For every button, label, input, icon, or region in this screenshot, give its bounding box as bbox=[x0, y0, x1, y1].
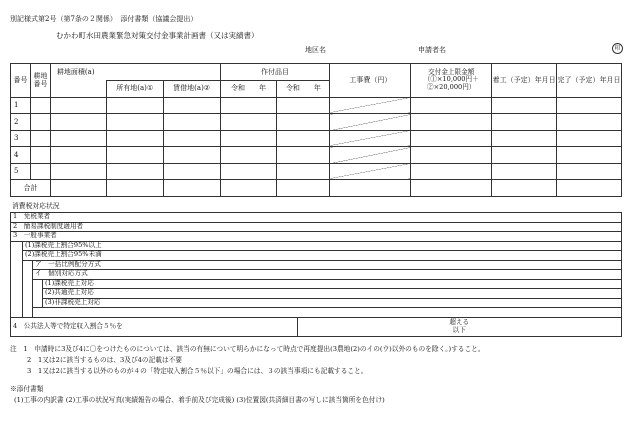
row-cell bbox=[557, 97, 622, 114]
tax-item: (2)共通売上対応 bbox=[42, 289, 621, 299]
row-cell bbox=[557, 163, 622, 180]
row-cell bbox=[50, 147, 106, 164]
cost-cell-diagonal bbox=[330, 114, 411, 131]
attachment-title: ※添付書類 bbox=[10, 385, 44, 393]
total-cell bbox=[163, 180, 220, 197]
cost-cell-diagonal bbox=[330, 130, 411, 147]
plan-table bbox=[10, 63, 622, 197]
row-cell bbox=[492, 97, 557, 114]
tax-item: (1)課税売上対応 bbox=[42, 279, 621, 289]
exceed-option: 超える bbox=[449, 317, 470, 326]
cost-cell-diagonal bbox=[330, 147, 411, 164]
header-crop: 作付品目 bbox=[220, 64, 330, 81]
row-cell bbox=[492, 130, 557, 147]
row-cell bbox=[30, 163, 50, 180]
total-cell bbox=[411, 180, 492, 197]
row-cell bbox=[411, 147, 492, 164]
total-cell bbox=[492, 180, 557, 197]
row-cell bbox=[50, 163, 106, 180]
row-cell bbox=[411, 163, 492, 180]
row-cell bbox=[492, 114, 557, 131]
district-label: 地区名 bbox=[305, 46, 326, 54]
tax-table bbox=[10, 212, 622, 337]
row-cell bbox=[277, 130, 330, 147]
header-cost: 工事費（円） bbox=[330, 64, 411, 98]
header-reiwa-1: 令和 年 bbox=[220, 80, 277, 97]
row-cell bbox=[106, 97, 163, 114]
header-reiwa-2: 令和 年 bbox=[277, 80, 330, 97]
tax-item: (2)課税売上割合95%未満 bbox=[22, 251, 621, 261]
total-cell bbox=[330, 180, 411, 197]
row-cell bbox=[50, 130, 106, 147]
row-number: 2 bbox=[11, 114, 31, 131]
header-leased: 賃借地(a)② bbox=[163, 80, 220, 97]
row-number: 4 bbox=[11, 147, 31, 164]
row-cell bbox=[163, 114, 220, 131]
tax-item: 3 一般事業者 bbox=[11, 232, 622, 242]
row-cell bbox=[163, 97, 220, 114]
row-cell bbox=[106, 114, 163, 131]
total-label: 合計 bbox=[11, 180, 51, 197]
header-finish: 完了（予定）年月日 bbox=[557, 64, 622, 98]
applicant-label: 申請者名 bbox=[418, 46, 446, 54]
cost-cell-diagonal bbox=[330, 97, 411, 114]
row-cell bbox=[220, 114, 277, 131]
row-cell bbox=[220, 147, 277, 164]
row-cell bbox=[557, 130, 622, 147]
tax-item: 1 免税業者 bbox=[11, 213, 622, 223]
tax-item: イ 個別対応方式 bbox=[32, 270, 621, 280]
row-cell bbox=[411, 97, 492, 114]
row-cell bbox=[220, 130, 277, 147]
header-start: 着工（予定）年月日 bbox=[492, 64, 557, 98]
row-cell bbox=[50, 97, 106, 114]
tax-title: 消費税対応状況 bbox=[12, 202, 60, 210]
row-cell bbox=[106, 130, 163, 147]
row-cell bbox=[163, 163, 220, 180]
row-number: 3 bbox=[11, 130, 31, 147]
row-cell bbox=[30, 147, 50, 164]
row-number: 1 bbox=[11, 97, 31, 114]
row-number: 5 bbox=[11, 163, 31, 180]
header-no: 番号 bbox=[11, 64, 31, 98]
row-cell bbox=[277, 147, 330, 164]
tax-item-4: 4 公共法人等で特定収入割合５％を bbox=[11, 317, 298, 336]
note-2: 2 1又は2に該当するものは、3及び4の記載は不要 bbox=[27, 356, 183, 364]
document-title: むかわ町水田農業緊急対策交付金事業計画書（又は実績書） bbox=[56, 31, 259, 40]
row-cell bbox=[163, 147, 220, 164]
row-cell bbox=[220, 97, 277, 114]
row-cell bbox=[411, 114, 492, 131]
row-cell bbox=[50, 114, 106, 131]
attachment-items: (1)工事の内訳書 (2)工事の状況写真(実績報告の場合、着手前及び完成後) (3)位置図(共済細目書の写しに該当箇所を色付け) bbox=[14, 396, 385, 404]
tax-item: ア 一括比例配分方式 bbox=[32, 260, 621, 270]
row-cell bbox=[557, 147, 622, 164]
row-cell bbox=[30, 97, 50, 114]
row-cell bbox=[492, 147, 557, 164]
row-cell bbox=[277, 114, 330, 131]
row-cell bbox=[557, 114, 622, 131]
tax-item: 2 簡易課税制度適用者 bbox=[11, 222, 622, 232]
header-area: 耕地面積(a) bbox=[50, 64, 220, 81]
row-cell bbox=[220, 163, 277, 180]
row-cell bbox=[277, 97, 330, 114]
row-cell bbox=[277, 163, 330, 180]
row-cell bbox=[411, 130, 492, 147]
below-option: 以下 bbox=[452, 325, 466, 334]
total-cell bbox=[106, 180, 163, 197]
tax-item: (1)課税売上割合95%以上 bbox=[22, 241, 621, 251]
header-owned: 所有地(a)① bbox=[106, 80, 163, 97]
tax-item: (3)非課税売上対応 bbox=[42, 298, 621, 308]
total-cell bbox=[220, 180, 277, 197]
row-cell bbox=[163, 130, 220, 147]
header-grant: 交付金上限金額（①×10,000円＋②×20,000円） bbox=[411, 64, 492, 98]
cost-cell-diagonal bbox=[330, 163, 411, 180]
form-title: 別記様式第2号（第7条の２関係） 添付書類（協議会提出） bbox=[10, 15, 198, 23]
row-cell bbox=[30, 114, 50, 131]
total-cell bbox=[277, 180, 330, 197]
header-plot-no: 耕地番号 bbox=[30, 64, 50, 98]
note-3: 3 1又は2に該当する以外のものが４の「特定収入割合５％以下」の場合には、３の該当事項にも記載すること。 bbox=[27, 367, 368, 375]
row-cell bbox=[106, 147, 163, 164]
row-cell bbox=[106, 163, 163, 180]
special-income-ratio bbox=[297, 317, 621, 336]
row-cell bbox=[492, 163, 557, 180]
note-1: 注 1 申請時に3及び4に〇をつけたものについては、該当の有無について明らかになって時点で再度提出(3農地(2)のイの(ウ)以外のものを除く。)すること。 bbox=[10, 345, 485, 353]
total-cell bbox=[50, 180, 106, 197]
total-cell bbox=[557, 180, 622, 197]
row-cell bbox=[30, 130, 50, 147]
seal-mark: 印 bbox=[612, 43, 623, 54]
